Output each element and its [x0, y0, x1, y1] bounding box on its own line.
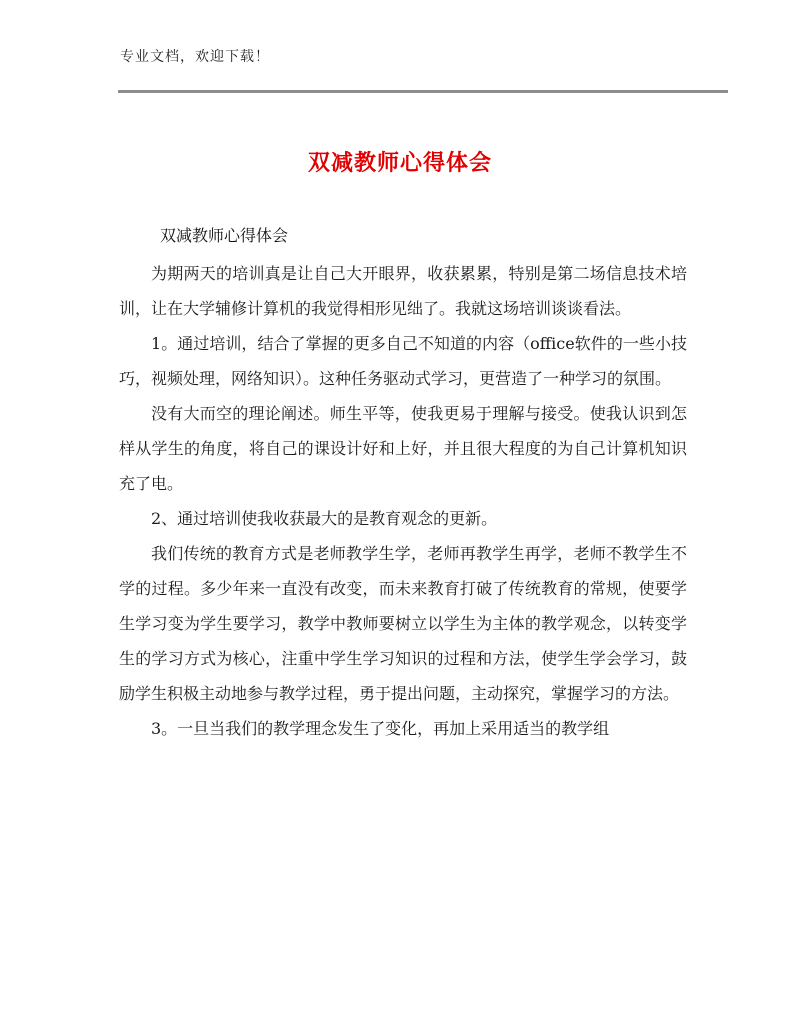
header-divider	[118, 90, 728, 93]
page-header-text: 专业文档，欢迎下载！	[120, 49, 270, 65]
document-subtitle: 双减教师心得体会	[160, 226, 289, 245]
paragraph: 2、通过培训使我收获最大的是教育观念的更新。	[151, 509, 498, 528]
paragraph: 1。通过培训，结合了掌握的更多自己不知道的内容（office软件的一些小技巧，视频处理，网络知识）。这种任务驱动式学习，更营造了一种学习的氛围。	[119, 334, 687, 388]
paragraph: 我们传统的教育方式是老师教学生学，老师再教学生再学，老师不教学生不学的过程。多少年来一直没有改变，而未来教育打破了传统教育的常规，使要学生学习变为学生要学习，教学中教师要树立以学生为主体的教学观念，以转变学生的学习方式为核心，注重中学生学习知识的过程和方法，使学生学会学习，鼓励学生积极主动地参与教学过程，勇于提出问题，主动探究，掌握学习的方法。	[119, 544, 687, 703]
paragraph: 为期两天的培训真是让自己大开眼界，收获累累，特别是第二场信息技术培训，让在大学辅修计算机的我觉得相形见绌了。我就这场培训谈谈看法。	[119, 264, 687, 318]
document-title: 双减教师心得体会	[307, 151, 492, 176]
document-body	[119, 256, 687, 746]
paragraph: 没有大而空的理论阐述。师生平等，使我更易于理解与接受。使我认识到怎样从学生的角度，将自己的课设计好和上好，并且很大程度的为自己计算机知识充了电。	[119, 404, 687, 493]
paragraph: 3。一旦当我们的教学理念发生了变化，再加上采用适当的教学组	[151, 719, 610, 738]
